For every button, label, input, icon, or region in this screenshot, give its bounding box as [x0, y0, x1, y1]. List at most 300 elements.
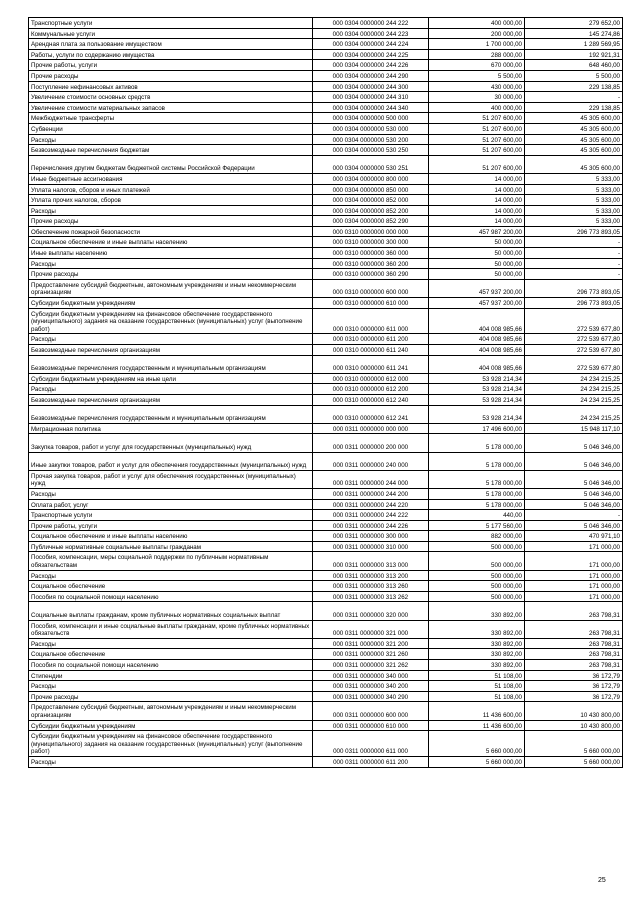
- row-plan: 53 928 214,34: [429, 394, 525, 405]
- row-fact: 5 046 346,00: [525, 434, 623, 452]
- row-name: Закупка товаров, работ и услуг для государственных (муниципальных) нужд: [29, 434, 313, 452]
- row-name: Прочая закупка товаров, работ и услуг для обеспечения государственных (муниципальных) нужд: [29, 470, 313, 488]
- budget-table: [28, 17, 623, 768]
- row-fact: 5 660 000,00: [525, 731, 623, 757]
- row-plan: 330 892,00: [429, 602, 525, 620]
- row-name: Расходы: [29, 134, 313, 145]
- row-code: 000 0311 0000000 244 220: [313, 499, 429, 510]
- row-code: 000 0304 0000000 244 340: [313, 102, 429, 113]
- row-fact: 36 172,79: [525, 670, 623, 681]
- row-plan: 882 000,00: [429, 531, 525, 542]
- row-code: 000 0311 0000000 610 000: [313, 720, 429, 731]
- table-row: [29, 488, 623, 499]
- row-name: Субсидии бюджетным учреждениям: [29, 720, 313, 731]
- row-code: 000 0310 0000000 611 241: [313, 355, 429, 373]
- row-name: Расходы: [29, 334, 313, 345]
- row-plan: 670 000,00: [429, 60, 525, 71]
- table-row: [29, 28, 623, 39]
- table-row: [29, 195, 623, 206]
- table-row: [29, 60, 623, 71]
- row-name: Работы, услуги по содержанию имущества: [29, 49, 313, 60]
- row-fact: 36 172,79: [525, 681, 623, 692]
- row-code: 000 0310 0000000 610 000: [313, 298, 429, 309]
- row-code: 000 0310 0000000 611 240: [313, 345, 429, 356]
- row-name: Иные выплаты населению: [29, 248, 313, 259]
- table-row: [29, 731, 623, 757]
- row-plan: 51 207 600,00: [429, 134, 525, 145]
- row-code: 000 0311 0000000 600 000: [313, 702, 429, 720]
- row-fact: 15 948 117,10: [525, 423, 623, 434]
- row-plan: 500 000,00: [429, 581, 525, 592]
- row-fact: 279 652,00: [525, 18, 623, 29]
- row-code: 000 0310 0000000 360 000: [313, 248, 429, 259]
- table-row: [29, 620, 623, 638]
- row-plan: 500 000,00: [429, 552, 525, 570]
- row-plan: 457 937 200,00: [429, 298, 525, 309]
- table-row: [29, 298, 623, 309]
- row-code: 000 0310 0000000 600 000: [313, 279, 429, 297]
- row-name: Безвозмездные перечисления государственным и муниципальным организациям: [29, 405, 313, 423]
- row-name: Увеличение стоимости материальных запасов: [29, 102, 313, 113]
- row-name: Субсидии бюджетным учреждениям: [29, 298, 313, 309]
- row-code: 000 0310 0000000 612 000: [313, 373, 429, 384]
- row-code: 000 0304 0000000 530 000: [313, 123, 429, 134]
- row-fact: -: [525, 92, 623, 103]
- table-row: [29, 92, 623, 103]
- table-row: [29, 756, 623, 767]
- row-plan: 51 108,00: [429, 681, 525, 692]
- row-code: 000 0304 0000000 244 222: [313, 18, 429, 29]
- row-fact: 10 430 800,00: [525, 720, 623, 731]
- row-fact: 24 234 215,25: [525, 394, 623, 405]
- row-fact: 24 234 215,25: [525, 373, 623, 384]
- table-row: [29, 660, 623, 671]
- table-row: [29, 452, 623, 470]
- row-code: 000 0304 0000000 244 300: [313, 81, 429, 92]
- row-plan: 51 108,00: [429, 670, 525, 681]
- table-row: [29, 173, 623, 184]
- row-fact: 296 773 893,05: [525, 298, 623, 309]
- row-code: 000 0311 0000000 321 000: [313, 620, 429, 638]
- row-code: 000 0304 0000000 800 000: [313, 173, 429, 184]
- row-plan: 14 000,00: [429, 195, 525, 206]
- row-code: 000 0304 0000000 852 290: [313, 216, 429, 227]
- row-plan: 330 892,00: [429, 649, 525, 660]
- table-row: [29, 470, 623, 488]
- row-fact: 263 798,31: [525, 638, 623, 649]
- row-plan: 500 000,00: [429, 570, 525, 581]
- table-row: [29, 384, 623, 395]
- row-name: Субсидии бюджетным учреждениям на иные цели: [29, 373, 313, 384]
- row-plan: 5 178 000,00: [429, 499, 525, 510]
- row-plan: 5 660 000,00: [429, 731, 525, 757]
- row-name: Расходы: [29, 681, 313, 692]
- table-row: [29, 552, 623, 570]
- row-code: 000 0311 0000000 000 000: [313, 423, 429, 434]
- row-name: Перечисления другим бюджетам бюджетной системы Российской Федерации: [29, 155, 313, 173]
- table-row: [29, 570, 623, 581]
- row-code: 000 0310 0000000 612 241: [313, 405, 429, 423]
- row-code: 000 0311 0000000 310 000: [313, 541, 429, 552]
- table-row: [29, 510, 623, 521]
- row-name: Расходы: [29, 638, 313, 649]
- row-code: 000 0311 0000000 244 226: [313, 520, 429, 531]
- row-plan: 330 892,00: [429, 660, 525, 671]
- row-name: Транспортные услуги: [29, 18, 313, 29]
- row-name: Прочие работы, услуги: [29, 520, 313, 531]
- row-plan: 457 937 200,00: [429, 279, 525, 297]
- row-code: 000 0304 0000000 530 251: [313, 155, 429, 173]
- row-code: 000 0311 0000000 340 200: [313, 681, 429, 692]
- row-code: 000 0310 0000000 611 200: [313, 334, 429, 345]
- row-plan: 404 008 985,66: [429, 345, 525, 356]
- row-plan: 53 928 214,34: [429, 384, 525, 395]
- row-code: 000 0304 0000000 850 000: [313, 184, 429, 195]
- row-name: Прочие работы, услуги: [29, 60, 313, 71]
- row-name: Субсидии бюджетным учреждениям на финансовое обеспечение государственного (муниципального) задания на оказание государственных (муниципальных) услуг (выполнение работ): [29, 308, 313, 334]
- table-row: [29, 248, 623, 259]
- row-fact: 45 305 600,00: [525, 145, 623, 156]
- row-plan: 51 108,00: [429, 691, 525, 702]
- row-plan: 404 008 985,66: [429, 308, 525, 334]
- row-plan: 440,00: [429, 510, 525, 521]
- row-fact: 263 798,31: [525, 649, 623, 660]
- row-fact: 45 305 600,00: [525, 134, 623, 145]
- row-name: Стипендии: [29, 670, 313, 681]
- row-name: Расходы: [29, 756, 313, 767]
- row-plan: 53 928 214,34: [429, 405, 525, 423]
- row-name: Пособия, компенсации и иные социальные выплаты гражданам, кроме публичных нормативных обязательств: [29, 620, 313, 638]
- table-row: [29, 308, 623, 334]
- row-fact: 5 333,00: [525, 216, 623, 227]
- row-code: 000 0304 0000000 500 000: [313, 113, 429, 124]
- row-name: Обеспечение пожарной безопасности: [29, 226, 313, 237]
- row-code: 000 0311 0000000 200 000: [313, 434, 429, 452]
- table-row: [29, 649, 623, 660]
- row-name: Социальное обеспечение и иные выплаты населению: [29, 237, 313, 248]
- table-row: [29, 226, 623, 237]
- budget-table-body: [29, 18, 623, 768]
- row-code: 000 0310 0000000 000 000: [313, 226, 429, 237]
- row-plan: 5 178 000,00: [429, 434, 525, 452]
- row-name: Транспортные услуги: [29, 510, 313, 521]
- row-fact: 1 289 569,95: [525, 39, 623, 50]
- table-row: [29, 49, 623, 60]
- row-plan: 17 496 600,00: [429, 423, 525, 434]
- row-name: Прочие расходы: [29, 691, 313, 702]
- row-code: 000 0311 0000000 313 000: [313, 552, 429, 570]
- row-name: Расходы: [29, 205, 313, 216]
- row-plan: 330 892,00: [429, 638, 525, 649]
- row-code: 000 0311 0000000 300 000: [313, 531, 429, 542]
- row-fact: 5 333,00: [525, 173, 623, 184]
- table-row: [29, 216, 623, 227]
- table-row: [29, 499, 623, 510]
- table-row: [29, 205, 623, 216]
- row-plan: 14 000,00: [429, 184, 525, 195]
- row-name: Безвозмездные перечисления организациям: [29, 394, 313, 405]
- row-fact: 272 539 677,80: [525, 334, 623, 345]
- table-row: [29, 134, 623, 145]
- table-row: [29, 269, 623, 280]
- row-fact: -: [525, 510, 623, 521]
- row-fact: -: [525, 248, 623, 259]
- row-plan: 5 500,00: [429, 70, 525, 81]
- row-plan: 400 000,00: [429, 18, 525, 29]
- table-row: [29, 702, 623, 720]
- row-name: Коммунальные услуги: [29, 28, 313, 39]
- row-code: 000 0304 0000000 530 250: [313, 145, 429, 156]
- row-plan: 5 660 000,00: [429, 756, 525, 767]
- row-plan: 5 177 560,00: [429, 520, 525, 531]
- row-plan: 1 700 000,00: [429, 39, 525, 50]
- row-name: Прочие расходы: [29, 269, 313, 280]
- table-row: [29, 39, 623, 50]
- table-row: [29, 81, 623, 92]
- row-fact: 296 773 893,05: [525, 279, 623, 297]
- row-plan: 288 000,00: [429, 49, 525, 60]
- row-code: 000 0304 0000000 244 225: [313, 49, 429, 60]
- row-fact: 36 172,79: [525, 691, 623, 702]
- row-plan: 50 000,00: [429, 269, 525, 280]
- row-plan: 400 000,00: [429, 102, 525, 113]
- row-fact: 5 660 000,00: [525, 756, 623, 767]
- row-name: Безвозмездные перечисления государственным и муниципальным организациям: [29, 355, 313, 373]
- row-code: 000 0304 0000000 244 223: [313, 28, 429, 39]
- table-row: [29, 520, 623, 531]
- row-fact: 45 305 600,00: [525, 155, 623, 173]
- table-row: [29, 155, 623, 173]
- table-row: [29, 691, 623, 702]
- row-name: Социальные выплаты гражданам, кроме публичных нормативных социальных выплат: [29, 602, 313, 620]
- table-row: [29, 184, 623, 195]
- table-row: [29, 373, 623, 384]
- row-plan: 51 207 600,00: [429, 145, 525, 156]
- row-fact: 145 274,86: [525, 28, 623, 39]
- row-name: Субсидии бюджетным учреждениям на финансовое обеспечение государственного (муниципального) задания на оказание государственных (муниципальных) услуг (выполнение работ): [29, 731, 313, 757]
- table-row: [29, 279, 623, 297]
- row-fact: 24 234 215,25: [525, 405, 623, 423]
- row-name: Безвозмездные перечисления бюджетам: [29, 145, 313, 156]
- row-fact: 5 333,00: [525, 205, 623, 216]
- table-row: [29, 345, 623, 356]
- row-fact: 648 460,00: [525, 60, 623, 71]
- row-plan: 50 000,00: [429, 258, 525, 269]
- row-fact: 24 234 215,25: [525, 384, 623, 395]
- table-row: [29, 18, 623, 29]
- row-fact: 10 430 800,00: [525, 702, 623, 720]
- row-code: 000 0310 0000000 611 000: [313, 308, 429, 334]
- row-name: Предоставление субсидий бюджетным, автономным учреждениям и иным некоммерческим организациям: [29, 279, 313, 297]
- row-code: 000 0304 0000000 244 224: [313, 39, 429, 50]
- row-fact: 263 798,31: [525, 660, 623, 671]
- row-code: 000 0311 0000000 240 000: [313, 452, 429, 470]
- row-name: Расходы: [29, 258, 313, 269]
- row-plan: 50 000,00: [429, 237, 525, 248]
- row-code: 000 0311 0000000 321 262: [313, 660, 429, 671]
- table-row: [29, 237, 623, 248]
- row-code: 000 0311 0000000 611 200: [313, 756, 429, 767]
- row-code: 000 0310 0000000 360 290: [313, 269, 429, 280]
- row-fact: 5 333,00: [525, 184, 623, 195]
- row-code: 000 0311 0000000 244 200: [313, 488, 429, 499]
- row-plan: 200 000,00: [429, 28, 525, 39]
- row-fact: 5 046 346,00: [525, 520, 623, 531]
- row-code: 000 0310 0000000 612 200: [313, 384, 429, 395]
- row-plan: 50 000,00: [429, 248, 525, 259]
- row-code: 000 0310 0000000 360 200: [313, 258, 429, 269]
- page-number: 25: [598, 877, 606, 884]
- row-code: 000 0304 0000000 852 200: [313, 205, 429, 216]
- row-code: 000 0304 0000000 530 200: [313, 134, 429, 145]
- row-name: Увеличение стоимости основных средств: [29, 92, 313, 103]
- row-code: 000 0311 0000000 313 262: [313, 591, 429, 602]
- row-code: 000 0311 0000000 244 000: [313, 470, 429, 488]
- row-name: Предоставление субсидий бюджетным, автономным учреждениям и иным некоммерческим организациям: [29, 702, 313, 720]
- row-fact: -: [525, 258, 623, 269]
- row-name: Пособия по социальной помощи населению: [29, 591, 313, 602]
- row-plan: 53 928 214,34: [429, 373, 525, 384]
- table-row: [29, 434, 623, 452]
- row-plan: 51 207 600,00: [429, 123, 525, 134]
- row-plan: 11 436 600,00: [429, 702, 525, 720]
- row-code: 000 0304 0000000 244 310: [313, 92, 429, 103]
- row-code: 000 0311 0000000 611 000: [313, 731, 429, 757]
- table-row: [29, 113, 623, 124]
- row-name: Арендная плата за пользование имуществом: [29, 39, 313, 50]
- table-row: [29, 670, 623, 681]
- row-plan: 14 000,00: [429, 205, 525, 216]
- table-row: [29, 638, 623, 649]
- table-row: [29, 102, 623, 113]
- row-fact: 45 305 600,00: [525, 113, 623, 124]
- row-plan: 5 178 000,00: [429, 470, 525, 488]
- row-name: Уплата налогов, сборов и иных платежей: [29, 184, 313, 195]
- row-fact: 5 046 346,00: [525, 488, 623, 499]
- table-row: [29, 541, 623, 552]
- row-code: 000 0311 0000000 244 222: [313, 510, 429, 521]
- row-fact: 171 000,00: [525, 591, 623, 602]
- row-name: Прочие расходы: [29, 216, 313, 227]
- row-code: 000 0304 0000000 244 226: [313, 60, 429, 71]
- row-name: Иные закупки товаров, работ и услуг для обеспечения государственных (муниципальных) нужд: [29, 452, 313, 470]
- row-plan: 30 000,00: [429, 92, 525, 103]
- row-name: Безвозмездные перечисления организациям: [29, 345, 313, 356]
- row-plan: 404 008 985,66: [429, 334, 525, 345]
- row-fact: 263 798,31: [525, 620, 623, 638]
- row-plan: 51 207 600,00: [429, 113, 525, 124]
- row-plan: 500 000,00: [429, 591, 525, 602]
- table-row: [29, 591, 623, 602]
- row-plan: 500 000,00: [429, 541, 525, 552]
- row-name: Социальное обеспечение: [29, 581, 313, 592]
- row-code: 000 0304 0000000 852 000: [313, 195, 429, 206]
- table-row: [29, 720, 623, 731]
- row-plan: 5 178 000,00: [429, 488, 525, 499]
- row-name: Расходы: [29, 488, 313, 499]
- row-fact: 171 000,00: [525, 581, 623, 592]
- row-fact: 470 971,10: [525, 531, 623, 542]
- row-code: 000 0311 0000000 321 200: [313, 638, 429, 649]
- row-code: 000 0310 0000000 300 000: [313, 237, 429, 248]
- row-fact: 171 000,00: [525, 570, 623, 581]
- row-plan: 14 000,00: [429, 173, 525, 184]
- row-plan: 11 436 600,00: [429, 720, 525, 731]
- row-name: Расходы: [29, 384, 313, 395]
- row-fact: -: [525, 237, 623, 248]
- row-plan: 404 008 985,66: [429, 355, 525, 373]
- row-name: Пособия по социальной помощи населению: [29, 660, 313, 671]
- row-name: Прочие расходы: [29, 70, 313, 81]
- row-fact: 171 000,00: [525, 552, 623, 570]
- row-fact: 272 539 677,80: [525, 355, 623, 373]
- row-fact: 5 046 346,00: [525, 470, 623, 488]
- row-fact: 272 539 677,80: [525, 345, 623, 356]
- row-name: Межбюджетные трансферты: [29, 113, 313, 124]
- row-name: Поступление нефинансовых активов: [29, 81, 313, 92]
- table-row: [29, 123, 623, 134]
- row-fact: 229 138,85: [525, 81, 623, 92]
- row-name: Уплата прочих налогов, сборов: [29, 195, 313, 206]
- row-fact: 296 773 893,05: [525, 226, 623, 237]
- row-name: Иные бюджетные ассигнования: [29, 173, 313, 184]
- table-row: [29, 355, 623, 373]
- table-row: [29, 581, 623, 592]
- table-row: [29, 334, 623, 345]
- row-fact: 5 046 346,00: [525, 452, 623, 470]
- row-plan: 330 892,00: [429, 620, 525, 638]
- row-code: 000 0311 0000000 340 290: [313, 691, 429, 702]
- row-fact: 229 138,85: [525, 102, 623, 113]
- table-row: [29, 681, 623, 692]
- row-code: 000 0311 0000000 340 000: [313, 670, 429, 681]
- row-name: Публичные нормативные социальные выплаты гражданам: [29, 541, 313, 552]
- row-fact: 272 539 677,80: [525, 308, 623, 334]
- row-name: Субвенции: [29, 123, 313, 134]
- row-name: Расходы: [29, 570, 313, 581]
- row-name: Социальное обеспечение: [29, 649, 313, 660]
- table-row: [29, 258, 623, 269]
- row-fact: 45 305 600,00: [525, 123, 623, 134]
- row-fact: 192 921,31: [525, 49, 623, 60]
- row-name: Пособия, компенсации, меры социальной поддержки по публичным нормативным обязательствам: [29, 552, 313, 570]
- row-name: Социальное обеспечение и иные выплаты населению: [29, 531, 313, 542]
- row-code: 000 0311 0000000 320 000: [313, 602, 429, 620]
- row-plan: 430 000,00: [429, 81, 525, 92]
- row-code: 000 0311 0000000 321 260: [313, 649, 429, 660]
- row-code: 000 0311 0000000 313 260: [313, 581, 429, 592]
- row-fact: 171 000,00: [525, 541, 623, 552]
- row-code: 000 0304 0000000 244 290: [313, 70, 429, 81]
- table-row: [29, 602, 623, 620]
- row-code: 000 0310 0000000 612 240: [313, 394, 429, 405]
- table-row: [29, 145, 623, 156]
- row-fact: 5 500,00: [525, 70, 623, 81]
- table-row: [29, 531, 623, 542]
- row-fact: 263 798,31: [525, 602, 623, 620]
- row-plan: 457 987 200,00: [429, 226, 525, 237]
- row-plan: 51 207 600,00: [429, 155, 525, 173]
- table-row: [29, 394, 623, 405]
- row-name: Оплата работ, услуг: [29, 499, 313, 510]
- table-row: [29, 70, 623, 81]
- row-code: 000 0311 0000000 313 200: [313, 570, 429, 581]
- table-row: [29, 423, 623, 434]
- table-row: [29, 405, 623, 423]
- row-plan: 5 178 000,00: [429, 452, 525, 470]
- row-fact: 5 046 346,00: [525, 499, 623, 510]
- row-plan: 14 000,00: [429, 216, 525, 227]
